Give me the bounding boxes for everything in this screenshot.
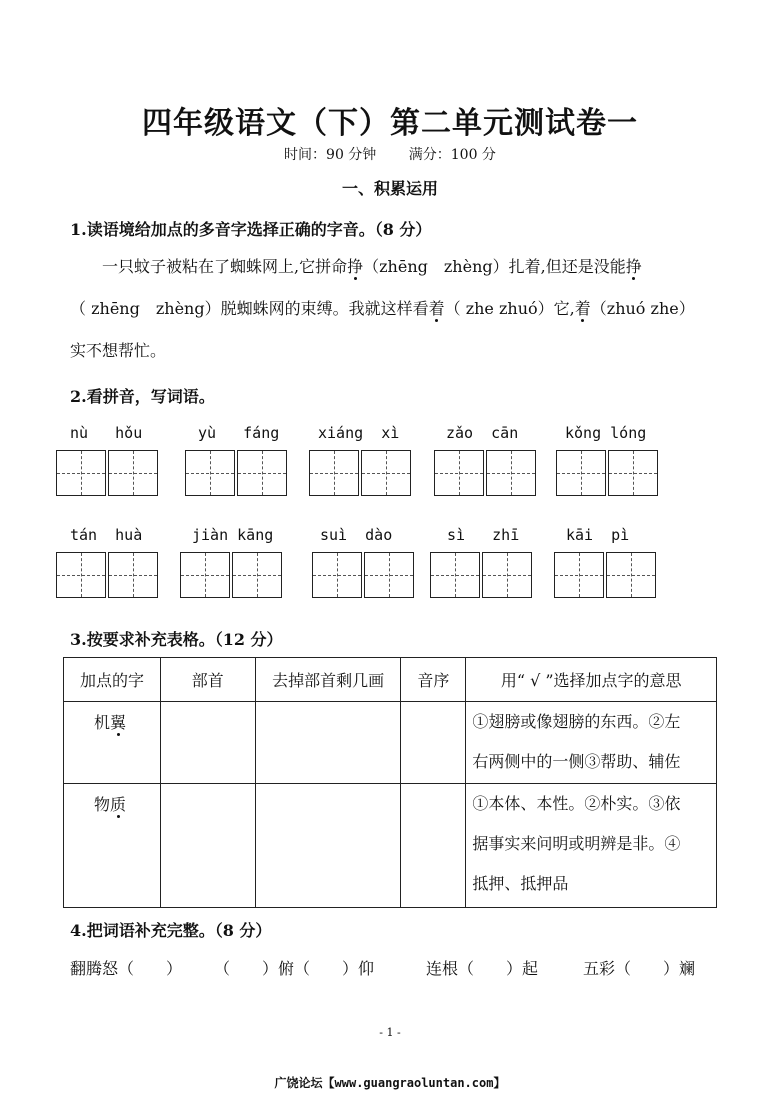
grid-cell[interactable] <box>434 450 484 496</box>
answer-cell[interactable] <box>401 784 466 908</box>
fill-item[interactable]: 五彩（ ）斓 <box>583 959 696 978</box>
writing-grid[interactable] <box>185 450 289 496</box>
dotted-char: 挣 <box>625 257 642 276</box>
column-header: 加点的字 <box>64 658 161 702</box>
grid-cell[interactable] <box>232 552 282 598</box>
grid-cell[interactable] <box>309 450 359 496</box>
grid-cell[interactable] <box>430 552 480 598</box>
word-char: 机 <box>94 713 111 732</box>
word-cell <box>64 702 161 784</box>
question-2-heading: 2.看拼音，写词语。 <box>70 387 215 406</box>
writing-grid[interactable] <box>56 552 160 598</box>
pinyin-pair <box>198 424 279 442</box>
answer-cell[interactable] <box>160 784 255 908</box>
footer-site-label: 广饶论坛【 <box>274 1076 335 1090</box>
meaning-line: ①本体、本性。②朴实。③依 <box>472 794 681 813</box>
writing-grid[interactable] <box>554 552 658 598</box>
meaning-line: 右两侧中的一侧③帮助、辅佐 <box>472 752 681 771</box>
pinyin-pair <box>70 424 142 448</box>
exam-info <box>0 144 780 164</box>
pinyin-text: hǒu <box>115 424 143 442</box>
pinyin-text: dào <box>365 526 393 544</box>
column-header: 去掉部首剩几画 <box>255 658 401 702</box>
footer-site <box>0 1074 780 1091</box>
answer-cell[interactable] <box>160 702 255 784</box>
q1-text: （ zhēng zhèng）脱蜘蛛网的束缚。我就这样看 <box>70 299 429 318</box>
pinyin-pair <box>192 526 273 544</box>
writing-grid[interactable] <box>56 450 160 496</box>
footer-site-end: 】 <box>493 1076 506 1090</box>
dotted-char: 着 <box>428 299 445 318</box>
pinyin-pair <box>70 526 142 544</box>
question-1-line-1 <box>70 246 720 288</box>
pinyin-pair <box>318 424 399 442</box>
dotted-char: 质 <box>110 795 127 814</box>
word-char: 物 <box>94 795 111 814</box>
writing-grid[interactable] <box>430 552 534 598</box>
dotted-char: 着 <box>574 299 591 318</box>
pinyin-text: sì <box>447 526 466 544</box>
meaning-cell[interactable] <box>466 784 717 908</box>
fill-item[interactable]: （ ）俯（ ）仰 <box>214 959 375 978</box>
grid-cell[interactable] <box>482 552 532 598</box>
grid-cell[interactable] <box>237 450 287 496</box>
grid-cell[interactable] <box>312 552 362 598</box>
pinyin-text: cān <box>491 424 519 442</box>
table-row <box>64 784 717 908</box>
pinyin-text: xiáng <box>318 424 364 442</box>
table-row <box>64 702 717 784</box>
writing-grid[interactable] <box>556 450 660 496</box>
grid-cell[interactable] <box>486 450 536 496</box>
pinyin-text: zhī <box>492 526 520 544</box>
table-header-row <box>64 658 717 702</box>
pinyin-text: kāng <box>237 526 274 544</box>
grid-cell[interactable] <box>108 552 158 598</box>
grid-cell[interactable] <box>185 450 235 496</box>
section-heading: 一、积累运用 <box>341 179 438 198</box>
grid-cell[interactable] <box>556 450 606 496</box>
grid-cell[interactable] <box>608 450 658 496</box>
question-3-heading: 3.按要求补充表格。（12 分） <box>70 630 283 649</box>
answer-cell[interactable] <box>401 702 466 784</box>
grid-cell[interactable] <box>554 552 604 598</box>
q1-text: （ zhe zhuó）它, <box>444 299 575 318</box>
pinyin-text: tán <box>70 526 98 544</box>
pinyin-text: pì <box>611 526 630 544</box>
pinyin-text: suì <box>320 526 348 544</box>
pinyin-text: xì <box>381 424 400 442</box>
exam-time: 时间：90 分钟 <box>284 147 377 163</box>
writing-grid[interactable] <box>434 450 538 496</box>
meaning-line: ①翅膀或像翅膀的东西。②左 <box>472 712 681 731</box>
pinyin-text: nù <box>70 424 89 442</box>
word-cell <box>64 784 161 908</box>
footer-site-url[interactable]: www.guangraoluntan.com <box>334 1076 494 1090</box>
grid-cell[interactable] <box>606 552 656 598</box>
pinyin-text: kǒng <box>565 424 602 442</box>
meaning-cell[interactable] <box>466 702 717 784</box>
grid-cell[interactable] <box>361 450 411 496</box>
question-1-line-3: 实不想帮忙。 <box>70 341 167 360</box>
pinyin-pair <box>565 424 646 442</box>
question-1-line-2 <box>70 288 720 330</box>
pinyin-text: zǎo <box>446 424 474 442</box>
grid-cell[interactable] <box>364 552 414 598</box>
grid-cell[interactable] <box>108 450 158 496</box>
meaning-line: 据事实来问明或明辨是非。④ <box>472 834 681 853</box>
page-number: - 1 - <box>379 1026 401 1039</box>
answer-cell[interactable] <box>255 702 401 784</box>
column-header: 用“ √ ”选择加点字的意思 <box>466 658 717 702</box>
question-1-heading: 1.读语境给加点的多音字选择正确的字音。（8 分） <box>70 220 432 239</box>
grid-cell[interactable] <box>56 450 106 496</box>
pinyin-pair <box>447 526 519 544</box>
question-4-heading: 4.把词语补充完整。（8 分） <box>70 921 272 940</box>
dotted-char: 挣 <box>347 257 364 276</box>
writing-grid[interactable] <box>312 552 416 598</box>
q1-text: （zhēng zhèng）扎着,但还是没能 <box>363 257 626 276</box>
grid-cell[interactable] <box>180 552 230 598</box>
requirement-table <box>63 657 717 908</box>
page-title: 四年级语文（下）第二单元测试卷一 <box>142 106 638 141</box>
pinyin-pair <box>446 424 518 442</box>
meaning-line: 抵押、抵押品 <box>472 874 569 893</box>
pinyin-text: huà <box>115 526 143 544</box>
pinyin-text: jiàn <box>192 526 229 544</box>
pinyin-text: yù <box>198 424 217 442</box>
pinyin-pair <box>566 526 629 544</box>
grid-cell[interactable] <box>56 552 106 598</box>
column-header: 音序 <box>401 658 466 702</box>
pinyin-text: lóng <box>610 424 647 442</box>
answer-cell[interactable] <box>255 784 401 908</box>
column-header: 部首 <box>160 658 255 702</box>
q1-text: （zhuó zhe） <box>590 299 695 318</box>
writing-grid[interactable] <box>309 450 413 496</box>
fill-item[interactable]: 翻腾怒（ ） <box>70 959 183 978</box>
pinyin-text: fáng <box>243 424 280 442</box>
writing-grid[interactable] <box>180 552 284 598</box>
pinyin-pair <box>320 526 392 544</box>
q1-text: 一只蚊子被粘在了蜘蛛网上,它拼命 <box>102 257 348 276</box>
pinyin-text: kāi <box>566 526 594 544</box>
dotted-char: 翼 <box>110 713 127 732</box>
fill-item[interactable]: 连根（ ）起 <box>426 959 539 978</box>
exam-score: 满分：100 分 <box>408 147 496 163</box>
